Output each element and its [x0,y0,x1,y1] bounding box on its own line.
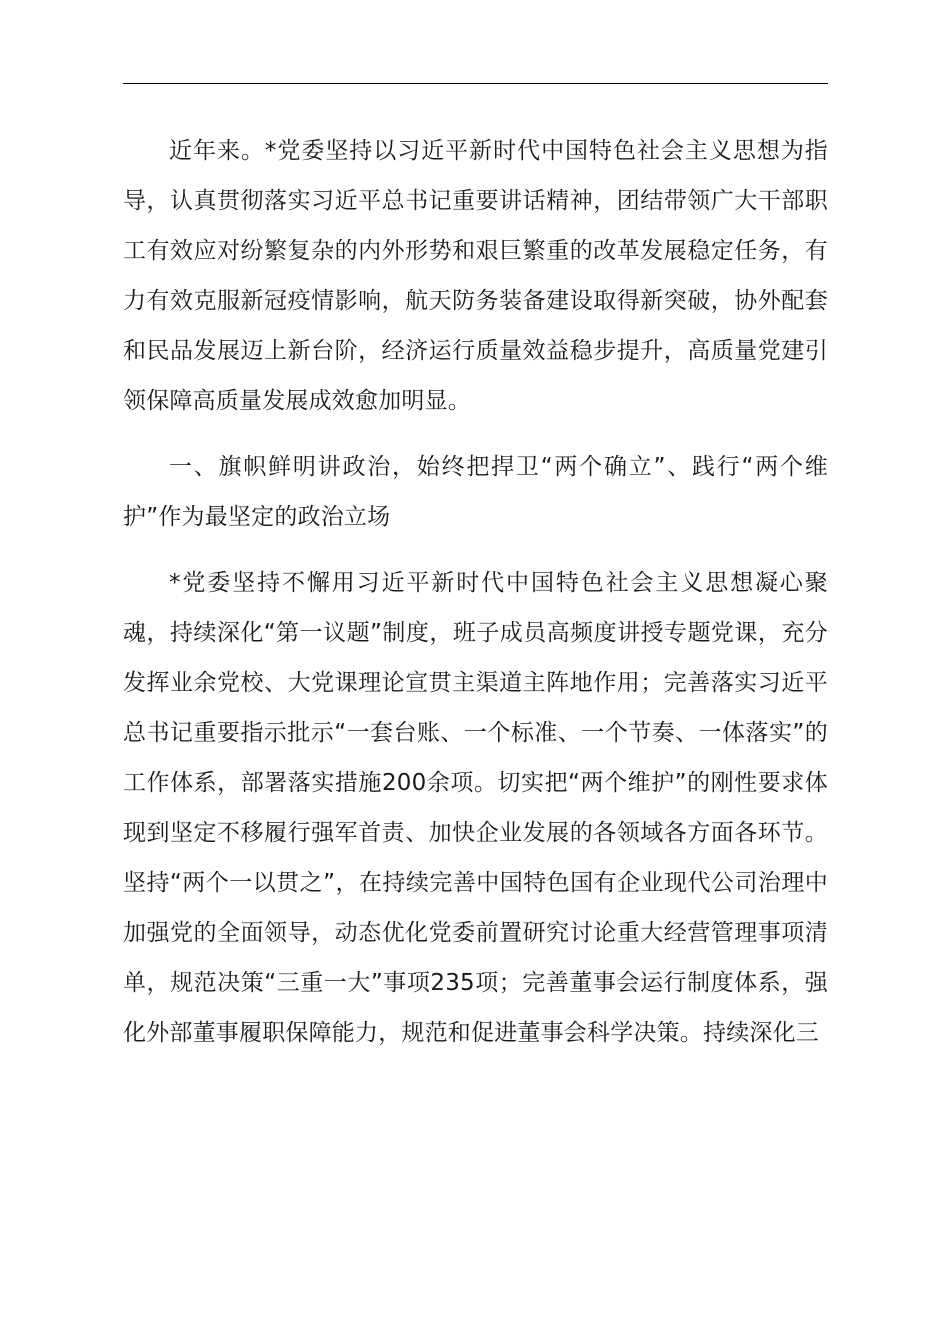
header-rule [123,83,828,84]
document-body [123,126,828,1058]
section-paragraph: *党委坚持不懈用习近平新时代中国特色社会主义思想凝心聚魂，持续深化“第一议题”制度，班子成员高频度讲授专题党课，充分发挥业余党校、大党课理论宣贯主渠道主阵地作用；完善落实习近平总书记重要指示批示“一套台账、一个标准、一个节奏、一体落实”的工作体系，部署落实措施200余项。切实把“两个维护”的刚性要求体现到坚定不移履行强军首责、加快企业发展的各领域各方面各环节。坚持“两个一以贯之”，在持续完善中国特色国有企业现代公司治理中加强党的全面领导，动态优化党委前置研究讨论重大经营管理事项清单，规范决策“三重一大”事项235项；完善董事会运行制度体系，强化外部董事履职保障能力，规范和促进董事会科学决策。持续深化三 [123,570,828,1046]
section-heading: 一、旗帜鲜明讲政治，始终把捍卫“两个确立”、践行“两个维护”作为最坚定的政治立场 [123,454,828,530]
intro-paragraph: 近年来。*党委坚持以习近平新时代中国特色社会主义思想为指导，认真贯彻落实习近平总书记重要讲话精神，团结带领广大干部职工有效应对纷繁复杂的内外形势和艰巨繁重的改革发展稳定任务，有力有效克服新冠疫情影响，航天防务装备建设取得新突破，协外配套和民品发展迈上新台阶，经济运行质量效益稳步提升，高质量党建引领保障高质量发展成效愈加明显。 [123,138,828,414]
